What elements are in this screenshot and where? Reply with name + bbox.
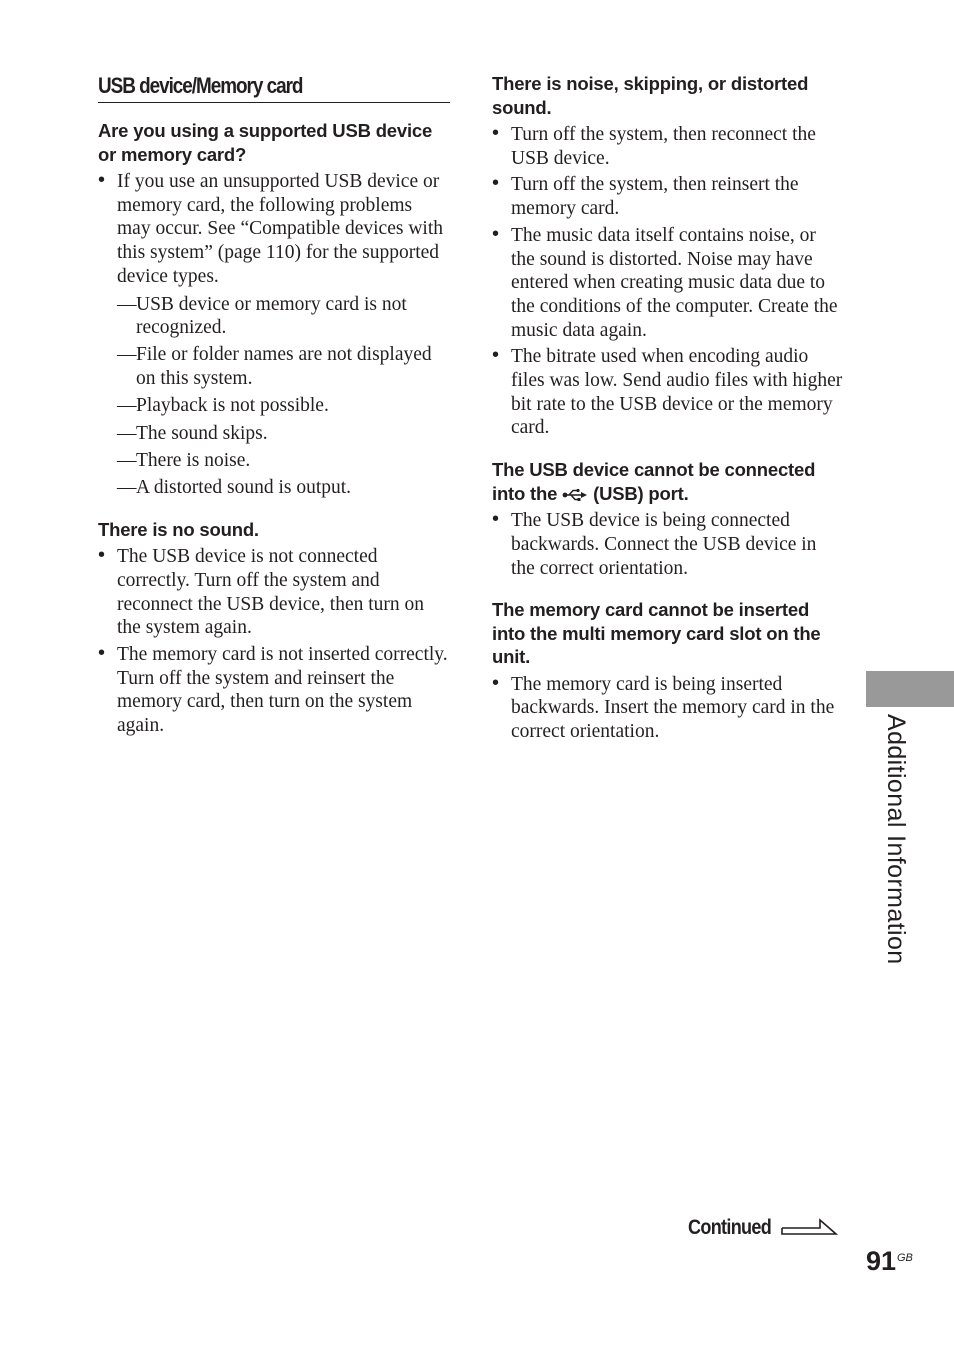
list-item: • The memory card is being inserted backwards. Insert the memory card in the correct orientation. (492, 673, 844, 744)
question-text-part: The USB device cannot be connected into the (492, 459, 816, 504)
list-item: • The USB device is not connected correctly. Turn off the system and reconnect the USB device, then turn on the system again. (98, 545, 450, 640)
dash-item: — A distorted sound is output. (117, 476, 450, 500)
continued-arrow-icon (780, 1216, 840, 1240)
question-supported-device: Are you using a supported USB device or memory card? (98, 120, 433, 165)
right-column (492, 72, 844, 747)
list-item (98, 170, 450, 500)
question-noise: There is noise, skipping, or distorted sound. (492, 73, 809, 118)
question-no-sound: There is no sound. (98, 518, 259, 540)
usb-icon (562, 488, 588, 502)
question-text-part: (USB) port. (593, 482, 689, 504)
list-item: • The USB device is being connected backwards. Connect the USB device in the correct orientation. (492, 509, 844, 580)
dash-item: — USB device or memory card is not recognized. (117, 293, 450, 340)
dash-item: — File or folder names are not displayed on this system. (117, 343, 450, 390)
continued-label: Continued (688, 1216, 772, 1239)
section-title: USB device/Memory card (98, 73, 303, 98)
list-item: • The bitrate used when encoding audio files was low. Send audio files with higher bit rate to the USB device or the memory card. (492, 345, 844, 440)
question-usb-connect (492, 458, 844, 505)
bullet-list (492, 673, 844, 744)
section-side-tab (866, 671, 954, 707)
bullet-list (492, 509, 844, 580)
continued-marker (688, 1216, 840, 1240)
title-rule (98, 102, 450, 103)
bullet-list (492, 123, 844, 440)
bullet-list (98, 545, 450, 738)
dash-item: — Playback is not possible. (117, 394, 450, 418)
question-memory-card-insert: The memory card cannot be inserted into the multi memory card slot on the unit. (492, 599, 821, 668)
page-number: 91 (866, 1246, 897, 1276)
bullet-text: If you use an unsupported USB device or memory card, the following problems may occur. See “Compatible devices with this system” (page 110) for the supported device types. (117, 171, 443, 287)
list-item: • The memory card is not inserted correctly. Turn off the system and reinsert the memory card, then turn on the system again. (98, 643, 450, 738)
list-item: • Turn off the system, then reinsert the memory card. (492, 173, 844, 220)
dash-item: — There is noise. (117, 449, 450, 473)
side-tab-label: Additional Information (882, 714, 910, 965)
bullet-list (98, 170, 450, 500)
left-column (98, 72, 450, 741)
dash-list (117, 293, 450, 500)
list-item: • Turn off the system, then reconnect the USB device. (492, 123, 844, 170)
page-region-code: GB (897, 1252, 913, 1264)
list-item: • The music data itself contains noise, or the sound is distorted. Noise may have entered when creating music data due to the conditions of the computer. Create the music data again. (492, 224, 844, 343)
dash-item: — The sound skips. (117, 422, 450, 446)
